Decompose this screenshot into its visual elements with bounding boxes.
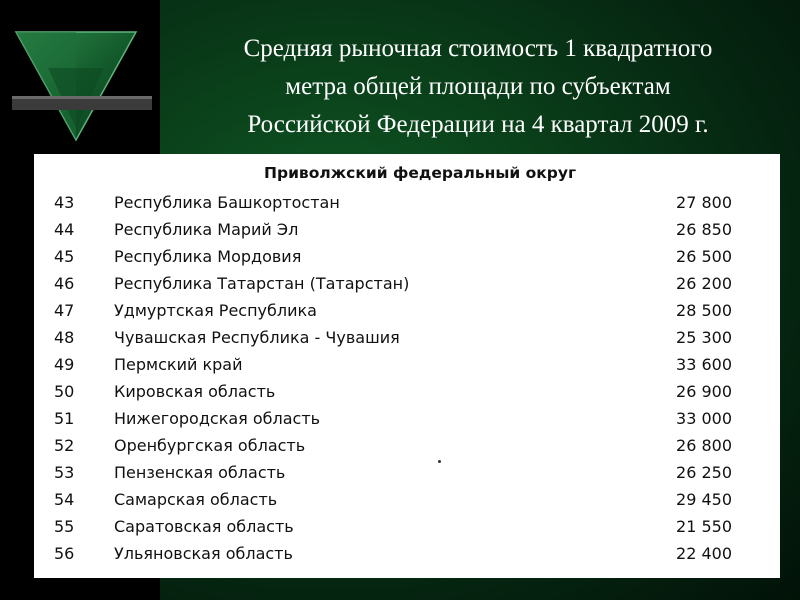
region-name: Чувашская Республика - Чувашия bbox=[114, 328, 400, 347]
row-number: 55 bbox=[54, 517, 75, 536]
price-value: 26 250 bbox=[676, 463, 732, 482]
table-row bbox=[34, 541, 780, 567]
table-row bbox=[34, 217, 780, 243]
region-name: Удмуртская Республика bbox=[114, 301, 317, 320]
price-value: 26 800 bbox=[676, 436, 732, 455]
region-name: Оренбургская область bbox=[114, 436, 306, 455]
row-number: 56 bbox=[54, 544, 75, 563]
row-number: 54 bbox=[54, 490, 75, 509]
title-line: Российской Федерации на 4 квартал 2009 г. bbox=[247, 111, 709, 138]
row-number: 45 bbox=[54, 247, 75, 266]
price-value: 26 850 bbox=[676, 220, 732, 239]
region-name: Республика Мордовия bbox=[114, 247, 302, 266]
table-row bbox=[34, 514, 780, 540]
region-name: Нижегородская область bbox=[114, 409, 321, 428]
slide-title bbox=[168, 30, 788, 144]
price-value: 33 000 bbox=[676, 409, 732, 428]
row-number: 44 bbox=[54, 220, 75, 239]
price-value: 29 450 bbox=[676, 490, 732, 509]
table-row bbox=[34, 325, 780, 351]
table-row bbox=[34, 190, 780, 216]
price-value: 28 500 bbox=[676, 301, 732, 320]
region-name: Саратовская область bbox=[114, 517, 294, 536]
title-line: метра общей площади по субъектам bbox=[285, 73, 671, 100]
table-row bbox=[34, 271, 780, 297]
region-name: Пермский край bbox=[114, 355, 243, 374]
table-row bbox=[34, 487, 780, 513]
row-number: 51 bbox=[54, 409, 75, 428]
price-value: 26 500 bbox=[676, 247, 732, 266]
row-number: 52 bbox=[54, 436, 75, 455]
table-row bbox=[34, 406, 780, 432]
region-name: Республика Марий Эл bbox=[114, 220, 299, 239]
row-number: 43 bbox=[54, 193, 75, 212]
row-number: 46 bbox=[54, 274, 75, 293]
table-row bbox=[34, 433, 780, 459]
table-row bbox=[34, 298, 780, 324]
price-value: 26 900 bbox=[676, 382, 732, 401]
price-value: 22 400 bbox=[676, 544, 732, 563]
region-name: Пензенская область bbox=[114, 463, 286, 482]
price-value: 21 550 bbox=[676, 517, 732, 536]
row-number: 48 bbox=[54, 328, 75, 347]
region-name: Кировская область bbox=[114, 382, 276, 401]
price-table bbox=[34, 154, 780, 578]
table-row bbox=[34, 460, 780, 486]
price-value: 25 300 bbox=[676, 328, 732, 347]
region-name: Ульяновская область bbox=[114, 544, 293, 563]
price-value: 33 600 bbox=[676, 355, 732, 374]
row-number: 53 bbox=[54, 463, 75, 482]
table-row bbox=[34, 352, 780, 378]
row-number: 47 bbox=[54, 301, 75, 320]
district-heading: Приволжский федеральный округ bbox=[264, 164, 577, 182]
price-value: 27 800 bbox=[676, 193, 732, 212]
region-name: Республика Татарстан (Татарстан) bbox=[114, 274, 410, 293]
region-name: Республика Башкортостан bbox=[114, 193, 340, 212]
price-value: 26 200 bbox=[676, 274, 732, 293]
triangle-logo-icon bbox=[8, 28, 156, 146]
row-number: 50 bbox=[54, 382, 75, 401]
table-row bbox=[34, 244, 780, 270]
region-name: Самарская область bbox=[114, 490, 278, 509]
title-line: Средняя рыночная стоимость 1 квадратного bbox=[243, 35, 713, 62]
table-row bbox=[34, 379, 780, 405]
row-number: 49 bbox=[54, 355, 75, 374]
